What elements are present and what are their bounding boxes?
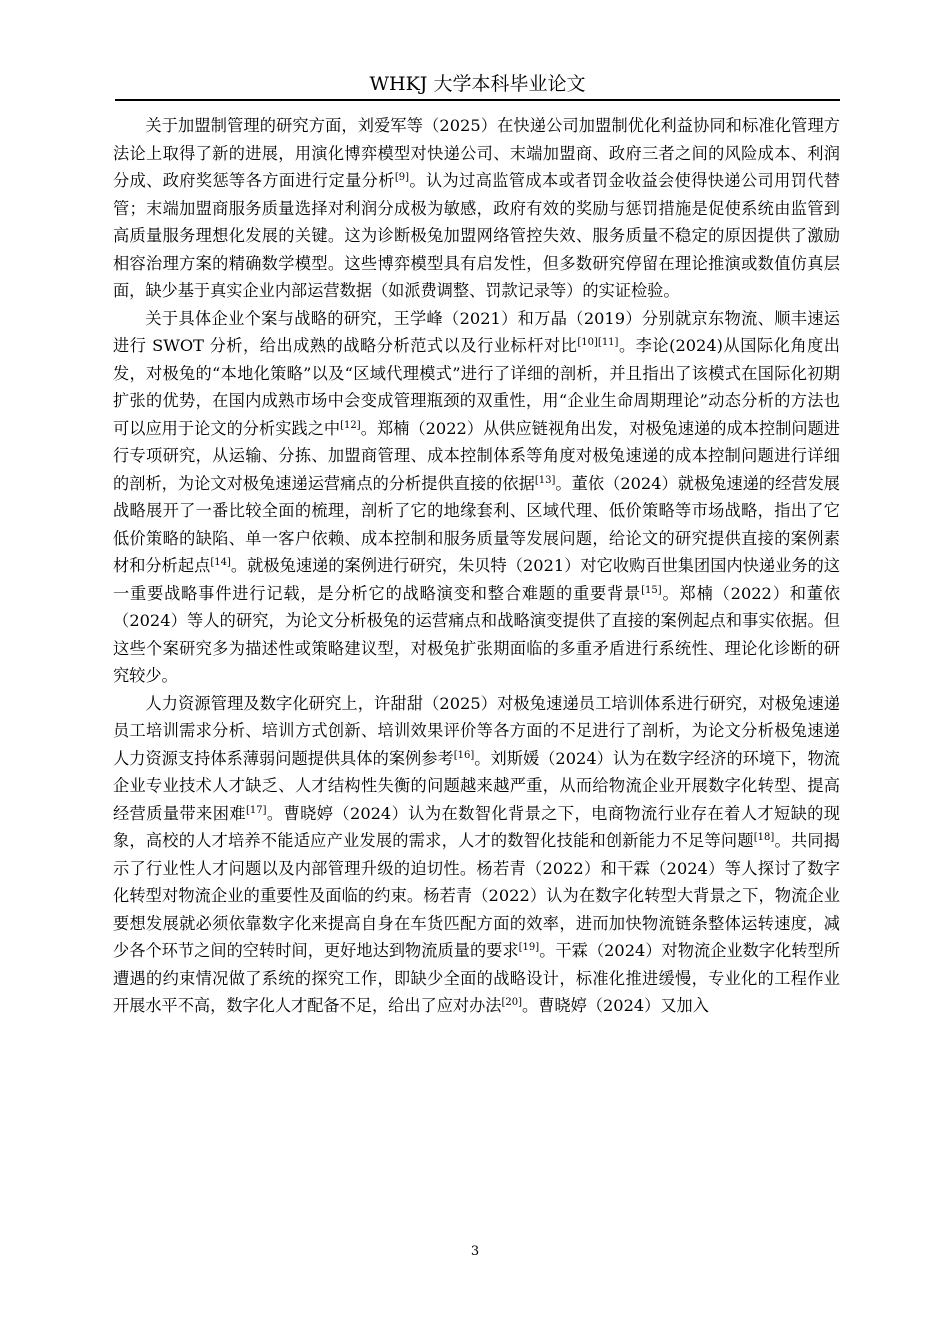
paragraph-text: 关于具体企业个案与战略的研究，王学峰（2021）和万晶（2019）分别就京东物流、顺丰速运进行 SWOT 分析，给出成熟的战略分析范式以及行业标杆对比 [113, 308, 840, 355]
paragraph-text: 。曹晓婷（2024）又加入 [522, 996, 709, 1015]
citation-mark: [10][11] [577, 337, 619, 348]
page-header [115, 70, 840, 98]
paragraph-text: 。董依（2024）就极兔速递的经营发展战略展开了一番比较全面的梳理，剖析了它的地缘套利、区域代理、低价策略等市场战略，指出了它低价策略的缺陷、单一客户依赖、成本控制和服务质量等发展问题，给论文的研究提供直接的案例素材和分析起点 [113, 473, 840, 575]
citation-mark: [15] [641, 584, 662, 596]
paragraph-text: 。认为过高监管成本或者罚金收益会使得快递公司用罚代替管；末端加盟商服务质量选择对利润分成极为敏感，政府有效的奖励与惩罚措施是促使系统由监管到高质量服务理想化发展的关键。这为诊断极兔加盟网络管控失效、服务质量不稳定的原因提供了激励相容治理方案的精确数学模型。这些博弈模型具有启发性，但多数研究停留在理论推演或数值仿真层面，缺少基于真实企业内部运营数据（如派费调整、罚款记录等）的实证检验。 [113, 171, 841, 300]
citation-mark: [18] [753, 832, 775, 843]
header-divider [115, 99, 840, 101]
header-title: WHKJ 大学本科毕业论文 [369, 73, 586, 95]
body-text [113, 112, 840, 1020]
citation-mark: [17] [245, 804, 267, 816]
paragraph-text: 。郑楠（2022）从供应链视角出发，对极兔速递的成本控制问题进行专项研究，从运输、分拣、加盟商管理、成本控制体系等角度对极兔速递的成本控制问题进行详细的剖析，为论文对极兔速递运营痛点的分析提供直接的依据 [113, 418, 840, 493]
citation-mark: [9] [394, 172, 409, 183]
citation-mark: [16] [453, 749, 475, 761]
paragraph-text: 人力资源管理及数字化研究上，许甜甜（2025）对极兔速递员工培训体系进行研究，对极兔速递员工培训需求分析、培训方式创新、培训效果评价等各方面的不足进行了剖析，为论文分析极兔速递人力资源支持体系薄弱问题提供具体的案例参考 [113, 693, 840, 768]
body-paragraph [113, 690, 840, 1020]
citation-mark: [14] [210, 557, 231, 568]
page-number: 3 [470, 1244, 480, 1259]
paragraph-text: 。曹晓婷（2024）认为在数智化背景之下，电商物流行业存在着人才短缺的现象，高校的人才培养不能适应产业发展的需求，人才的数智化技能和创新能力不足等问题 [113, 803, 840, 850]
paragraph-text: 关于加盟制管理的研究方面，刘爱军等（2025）在快递公司加盟制优化利益协同和标准化管理方法论上取得了新的进展，用演化博弈模型对快递公司、末端加盟商、政府三者之间的风险成本、利润分成、政府奖惩等各方面进行定量分析 [113, 116, 840, 190]
paragraph-text: 。干霖（2024）对物流企业数字化转型所遭遇的约束情况做了系统的探究工作，即缺少全面的战略设计，标准化推进缓慢，专业化的工程作业开展水平不高，数字化人才配备不足，给出了应对办法 [113, 941, 840, 1015]
citation-mark: [13] [534, 474, 556, 486]
body-paragraph [113, 112, 840, 305]
citation-mark: [20] [501, 997, 523, 1008]
paragraph-text: 。李论(2024)从国际化角度出发，对极兔的“本地化策略”以及“区域代理模式”进行了详细的剖析，并且指出了该模式在国际化初期扩张的优势，在国内成熟市场中会变成管理瓶颈的双重性，用“企业生命周期理论”动态分析的方法也可以应用于论文的分析实践之中 [113, 336, 840, 438]
citation-mark: [19] [518, 942, 540, 953]
paragraph-text: 。共同揭示了行业性人才问题以及内部管理升级的迫切性。杨若青（2022）和干霖（2024）等人探讨了数字化转型对物流企业的重要性及面临的约束。杨若青（2022）认为在数字化转型大背景之下，物流企业要想发展就必须依靠数字化来提高自身在车货匹配方面的效率，进而加快物流链条整体运转速度，减少各个环节之间的空转时间，更好地达到物流质量的要求 [113, 831, 840, 960]
paragraph-text: 。刘斯媛（2024）认为在数字经济的环境下，物流企业专业技术人才缺乏、人才结构性失衡的问题越来越严重，从而给物流企业开展数字化转型、提高经营质量带来困难 [113, 748, 840, 823]
paragraph-text: 。就极兔速递的案例进行研究，朱贝特（2021）对它收购百世集团国内快递业务的这一重要战略事件进行记载，是分析它的战略演变和整合难题的重要背景 [113, 556, 840, 603]
body-paragraph [113, 305, 840, 690]
citation-mark: [12] [340, 419, 361, 431]
paragraph-text: 。郑楠（2022）和董依（2024）等人的研究，为论文分析极兔的运营痛点和战略演变提供了直接的案例起点和事实依据。但这些个案研究多为描述性或策略建议型，对极兔扩张期面临的多重矛盾进行系统性、理论化诊断的研究较少。 [113, 583, 840, 685]
